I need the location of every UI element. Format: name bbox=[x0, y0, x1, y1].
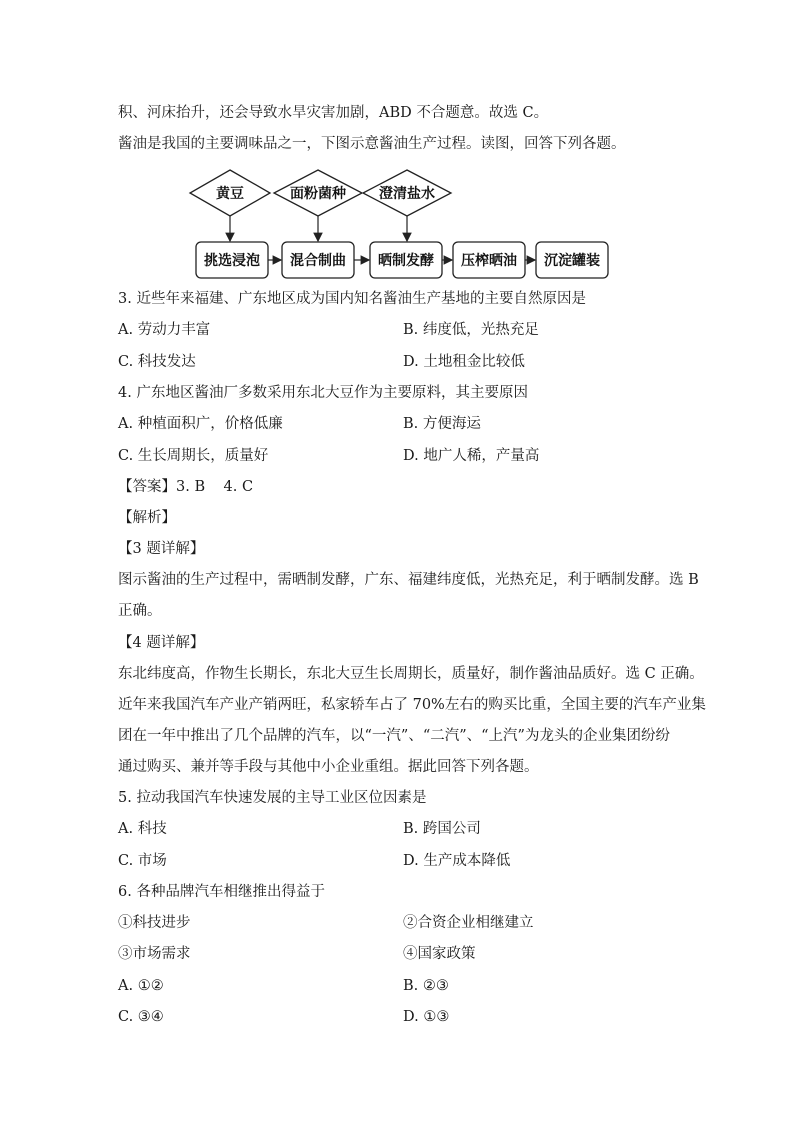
question-6-item-3: ③市场需求 bbox=[118, 946, 191, 962]
step-box-2 bbox=[282, 242, 354, 278]
question-5-option-c: C. 市场 bbox=[118, 853, 167, 869]
input-label-1: 黄豆 bbox=[216, 186, 244, 202]
question-6-item-2: ②合资企业相继建立 bbox=[403, 915, 534, 931]
input-diamond-3 bbox=[363, 170, 451, 216]
detail-4-title: 【4 题详解】 bbox=[118, 635, 205, 651]
step-label-1: 挑选浸泡 bbox=[204, 253, 260, 269]
question-6-item-4: ④国家政策 bbox=[403, 946, 476, 962]
step-label-2: 混合制曲 bbox=[290, 253, 346, 269]
input-label-2: 面粉菌种 bbox=[290, 186, 346, 202]
question-3-stem: 3. 近些年来福建、广东地区成为国内知名酱油生产基地的主要自然原因是 bbox=[118, 291, 586, 307]
question-3-option-c: C. 科技发达 bbox=[118, 354, 196, 370]
intro-line-1: 积、河床抬升，还会导致水旱灾害加剧，ABD 不合题意。故选 C。 bbox=[118, 105, 549, 121]
input-diamond-2 bbox=[274, 170, 362, 216]
question-6-item-1: ①科技进步 bbox=[118, 915, 191, 931]
question-6-option-a: A. ①② bbox=[118, 978, 164, 994]
passage-2-line-2: 团在一年中推出了几个品牌的汽车，以“一汽”、“二汽”、“上汽”为龙头的企业集团纷纷 bbox=[118, 728, 670, 744]
question-6-option-c: C. ③④ bbox=[118, 1009, 164, 1025]
intro-line-2: 酱油是我国的主要调味品之一，下图示意酱油生产过程。读图，回答下列各题。 bbox=[118, 136, 626, 152]
detail-4-line-1: 东北纬度高，作物生长期长，东北大豆生长周期长，质量好，制作酱油品质好。选 C 正确。 bbox=[118, 666, 704, 682]
analysis-title: 【解析】 bbox=[118, 510, 176, 526]
question-4-stem: 4. 广东地区酱油厂多数采用东北大豆作为主要原料，其主要原因 bbox=[118, 385, 528, 401]
question-5-option-d: D. 生产成本降低 bbox=[403, 853, 511, 869]
question-3-option-b: B. 纬度低，光热充足 bbox=[403, 322, 539, 338]
input-diamond-1 bbox=[190, 170, 270, 216]
question-6-option-d: D. ①③ bbox=[403, 1009, 450, 1025]
detail-3-line-2: 正确。 bbox=[118, 603, 162, 619]
step-box-1 bbox=[196, 242, 268, 278]
detail-3-line-1: 图示酱油的生产过程中，需晒制发酵，广东、福建纬度低，光热充足，利于晒制发酵。选 B bbox=[118, 572, 699, 588]
question-6-option-b: B. ②③ bbox=[403, 978, 449, 994]
step-label-5: 沉淀罐装 bbox=[544, 253, 600, 269]
question-3-option-d: D. 土地租金比较低 bbox=[403, 354, 525, 370]
step-box-3 bbox=[370, 242, 442, 278]
question-4-option-b: B. 方便海运 bbox=[403, 416, 481, 432]
step-label-3: 晒制发酵 bbox=[378, 253, 434, 269]
question-5-option-b: B. 跨国公司 bbox=[403, 821, 481, 837]
passage-2-line-1: 近年来我国汽车产业产销两旺，私家轿车占了 70%左右的购买比重，全国主要的汽车产业集 bbox=[118, 697, 706, 713]
step-box-4 bbox=[453, 242, 525, 278]
passage-2-line-3: 通过购买、兼并等手段与其他中小企业重组。据此回答下列各题。 bbox=[118, 759, 539, 775]
question-4-option-a: A. 种植面积广，价格低廉 bbox=[118, 416, 283, 432]
input-label-3: 澄清盐水 bbox=[379, 186, 435, 202]
question-4-option-c: C. 生长周期长，质量好 bbox=[118, 448, 269, 464]
question-5-option-a: A. 科技 bbox=[118, 821, 167, 837]
question-3-option-a: A. 劳动力丰富 bbox=[118, 322, 211, 338]
question-6-stem: 6. 各种品牌汽车相继推出得益于 bbox=[118, 884, 325, 900]
question-4-option-d: D. 地广人稀，产量高 bbox=[403, 448, 540, 464]
step-label-4: 压榨晒油 bbox=[461, 253, 517, 269]
detail-3-title: 【3 题详解】 bbox=[118, 541, 205, 557]
answer-line: 【答案】3. B 4. C bbox=[118, 479, 254, 495]
step-box-5 bbox=[536, 242, 608, 278]
soy-sauce-process-diagram bbox=[0, 168, 794, 288]
question-5-stem: 5. 拉动我国汽车快速发展的主导工业区位因素是 bbox=[118, 790, 427, 806]
